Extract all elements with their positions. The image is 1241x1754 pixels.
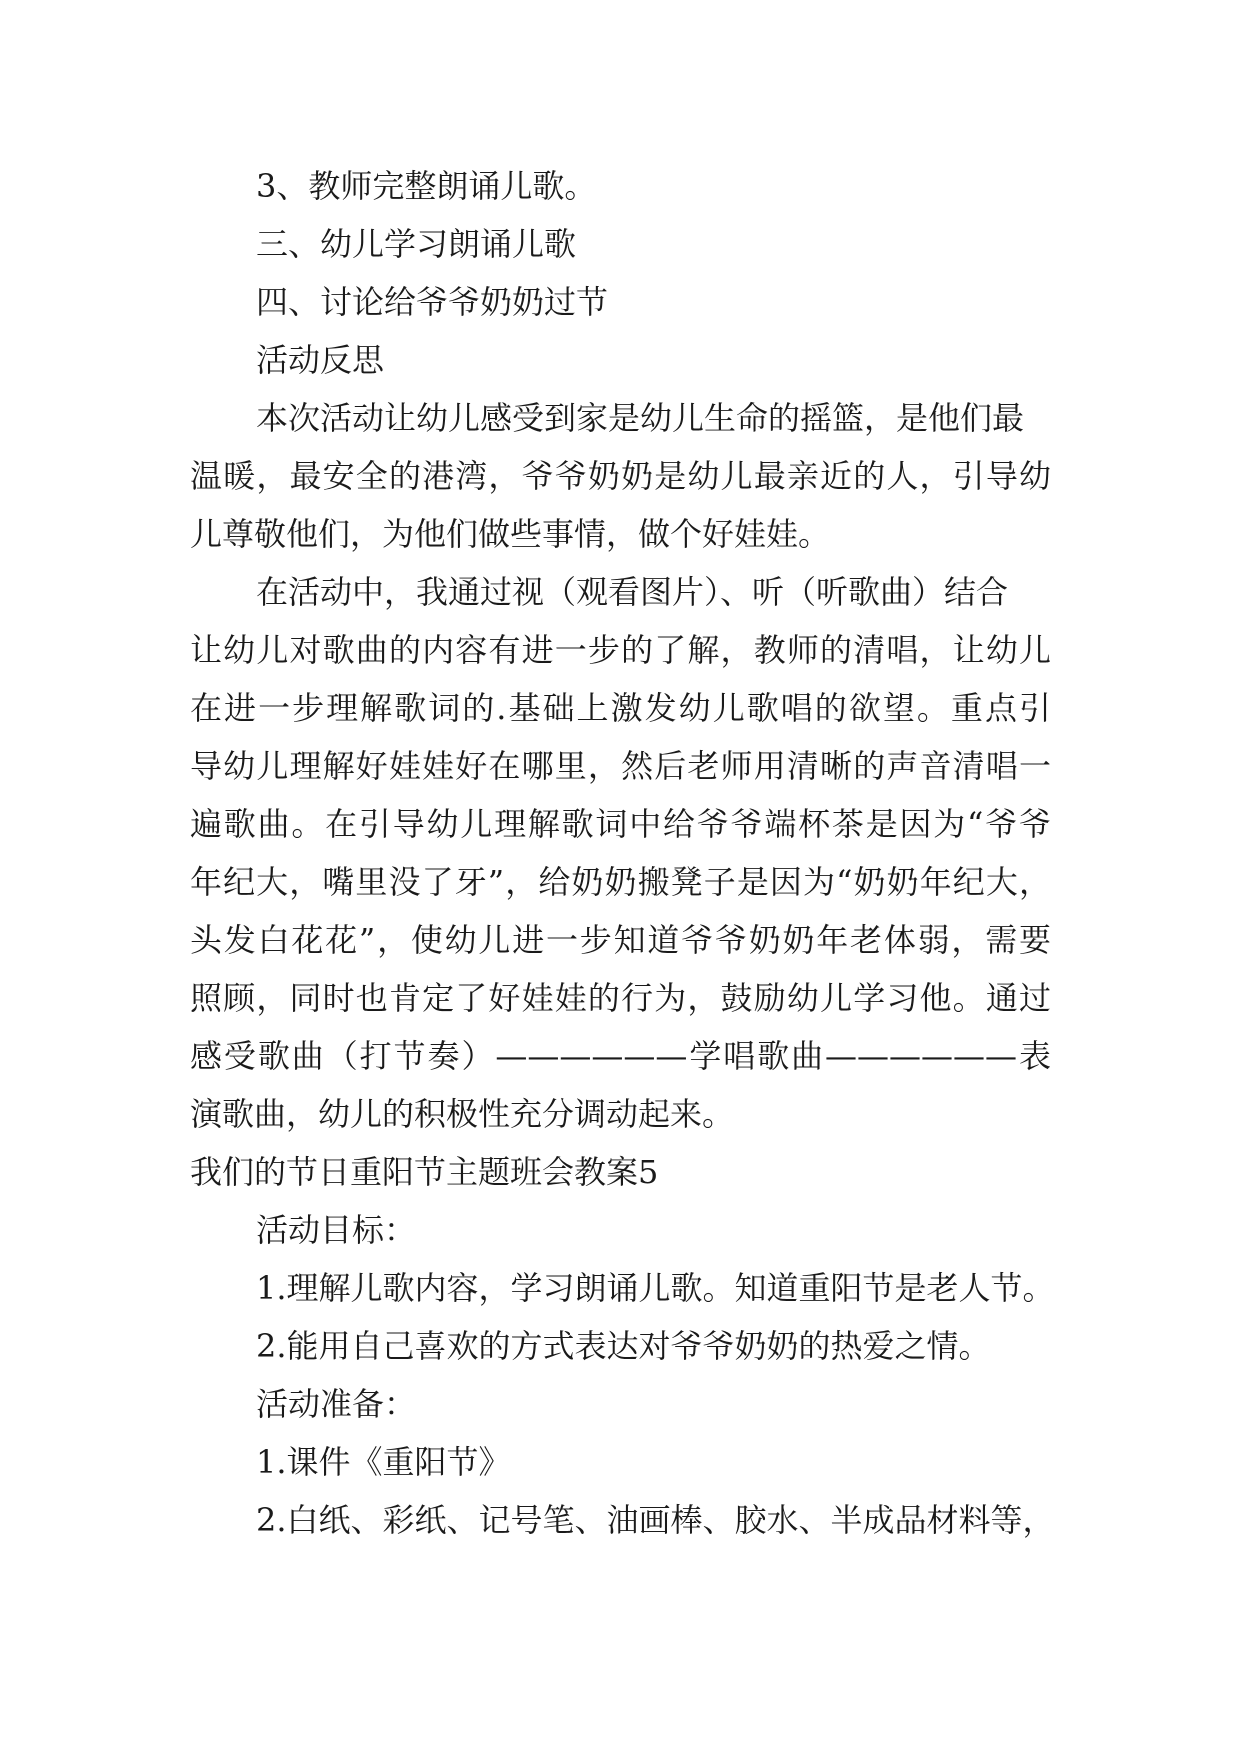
paragraph-line: 在进一步理解歌词的.基础上激发幼儿歌唱的欲望。重点引: [190, 689, 1051, 727]
text-line: 3、教师完整朗诵儿歌。: [256, 167, 597, 205]
paragraph-line: 儿尊敬他们，为他们做些事情，做个好娃娃。: [190, 515, 831, 553]
paragraph-line: 演歌曲，幼儿的积极性充分调动起来。: [190, 1095, 735, 1133]
list-item: 2.能用自己喜欢的方式表达对爷爷奶奶的热爱之情。: [256, 1327, 991, 1365]
paragraph-line: 年纪大，嘴里没了牙”，给奶奶搬凳子是因为“奶奶年纪大，: [190, 863, 1051, 901]
text-line: 三、幼儿学习朗诵儿歌: [256, 225, 577, 263]
list-item: 1.理解儿歌内容，学习朗诵儿歌。知道重阳节是老人节。: [256, 1269, 1055, 1307]
paragraph-line: 感受歌曲（打节奏）——————学唱歌曲——————表: [190, 1037, 1051, 1075]
paragraph-line: 遍歌曲。在引导幼儿理解歌词中给爷爷端杯茶是因为“爷爷: [190, 805, 1051, 843]
paragraph-line: 照顾，同时也肯定了好娃娃的行为，鼓励幼儿学习他。通过: [190, 979, 1051, 1017]
paragraph-line: 温暖，最安全的港湾，爷爷奶奶是幼儿最亲近的人，引导幼: [190, 457, 1051, 495]
list-item: 2.白纸、彩纸、记号笔、油画棒、胶水、半成品材料等，: [256, 1501, 1055, 1539]
text-line: 活动准备：: [256, 1385, 417, 1423]
paragraph-line: 头发白花花”，使幼儿进一步知道爷爷奶奶年老体弱，需要: [190, 921, 1051, 959]
paragraph-line: 让幼儿对歌曲的内容有进一步的了解，教师的清唱，让幼儿: [190, 631, 1051, 669]
list-item: 1.课件《重阳节》: [256, 1443, 511, 1481]
text-line: 活动目标：: [256, 1211, 417, 1249]
text-line: 活动反思: [256, 341, 385, 379]
paragraph-line: 在活动中，我通过视（观看图片）、听（听歌曲）结合: [256, 573, 1009, 611]
text-line: 四、讨论给爷爷奶奶过节: [256, 283, 609, 321]
paragraph-line: 本次活动让幼儿感受到家是幼儿生命的摇篮，是他们最: [256, 399, 1025, 437]
paragraph-line: 导幼儿理解好娃娃好在哪里，然后老师用清晰的声音清唱一: [190, 747, 1051, 785]
section-title: 我们的节日重阳节主题班会教案5: [190, 1153, 659, 1191]
